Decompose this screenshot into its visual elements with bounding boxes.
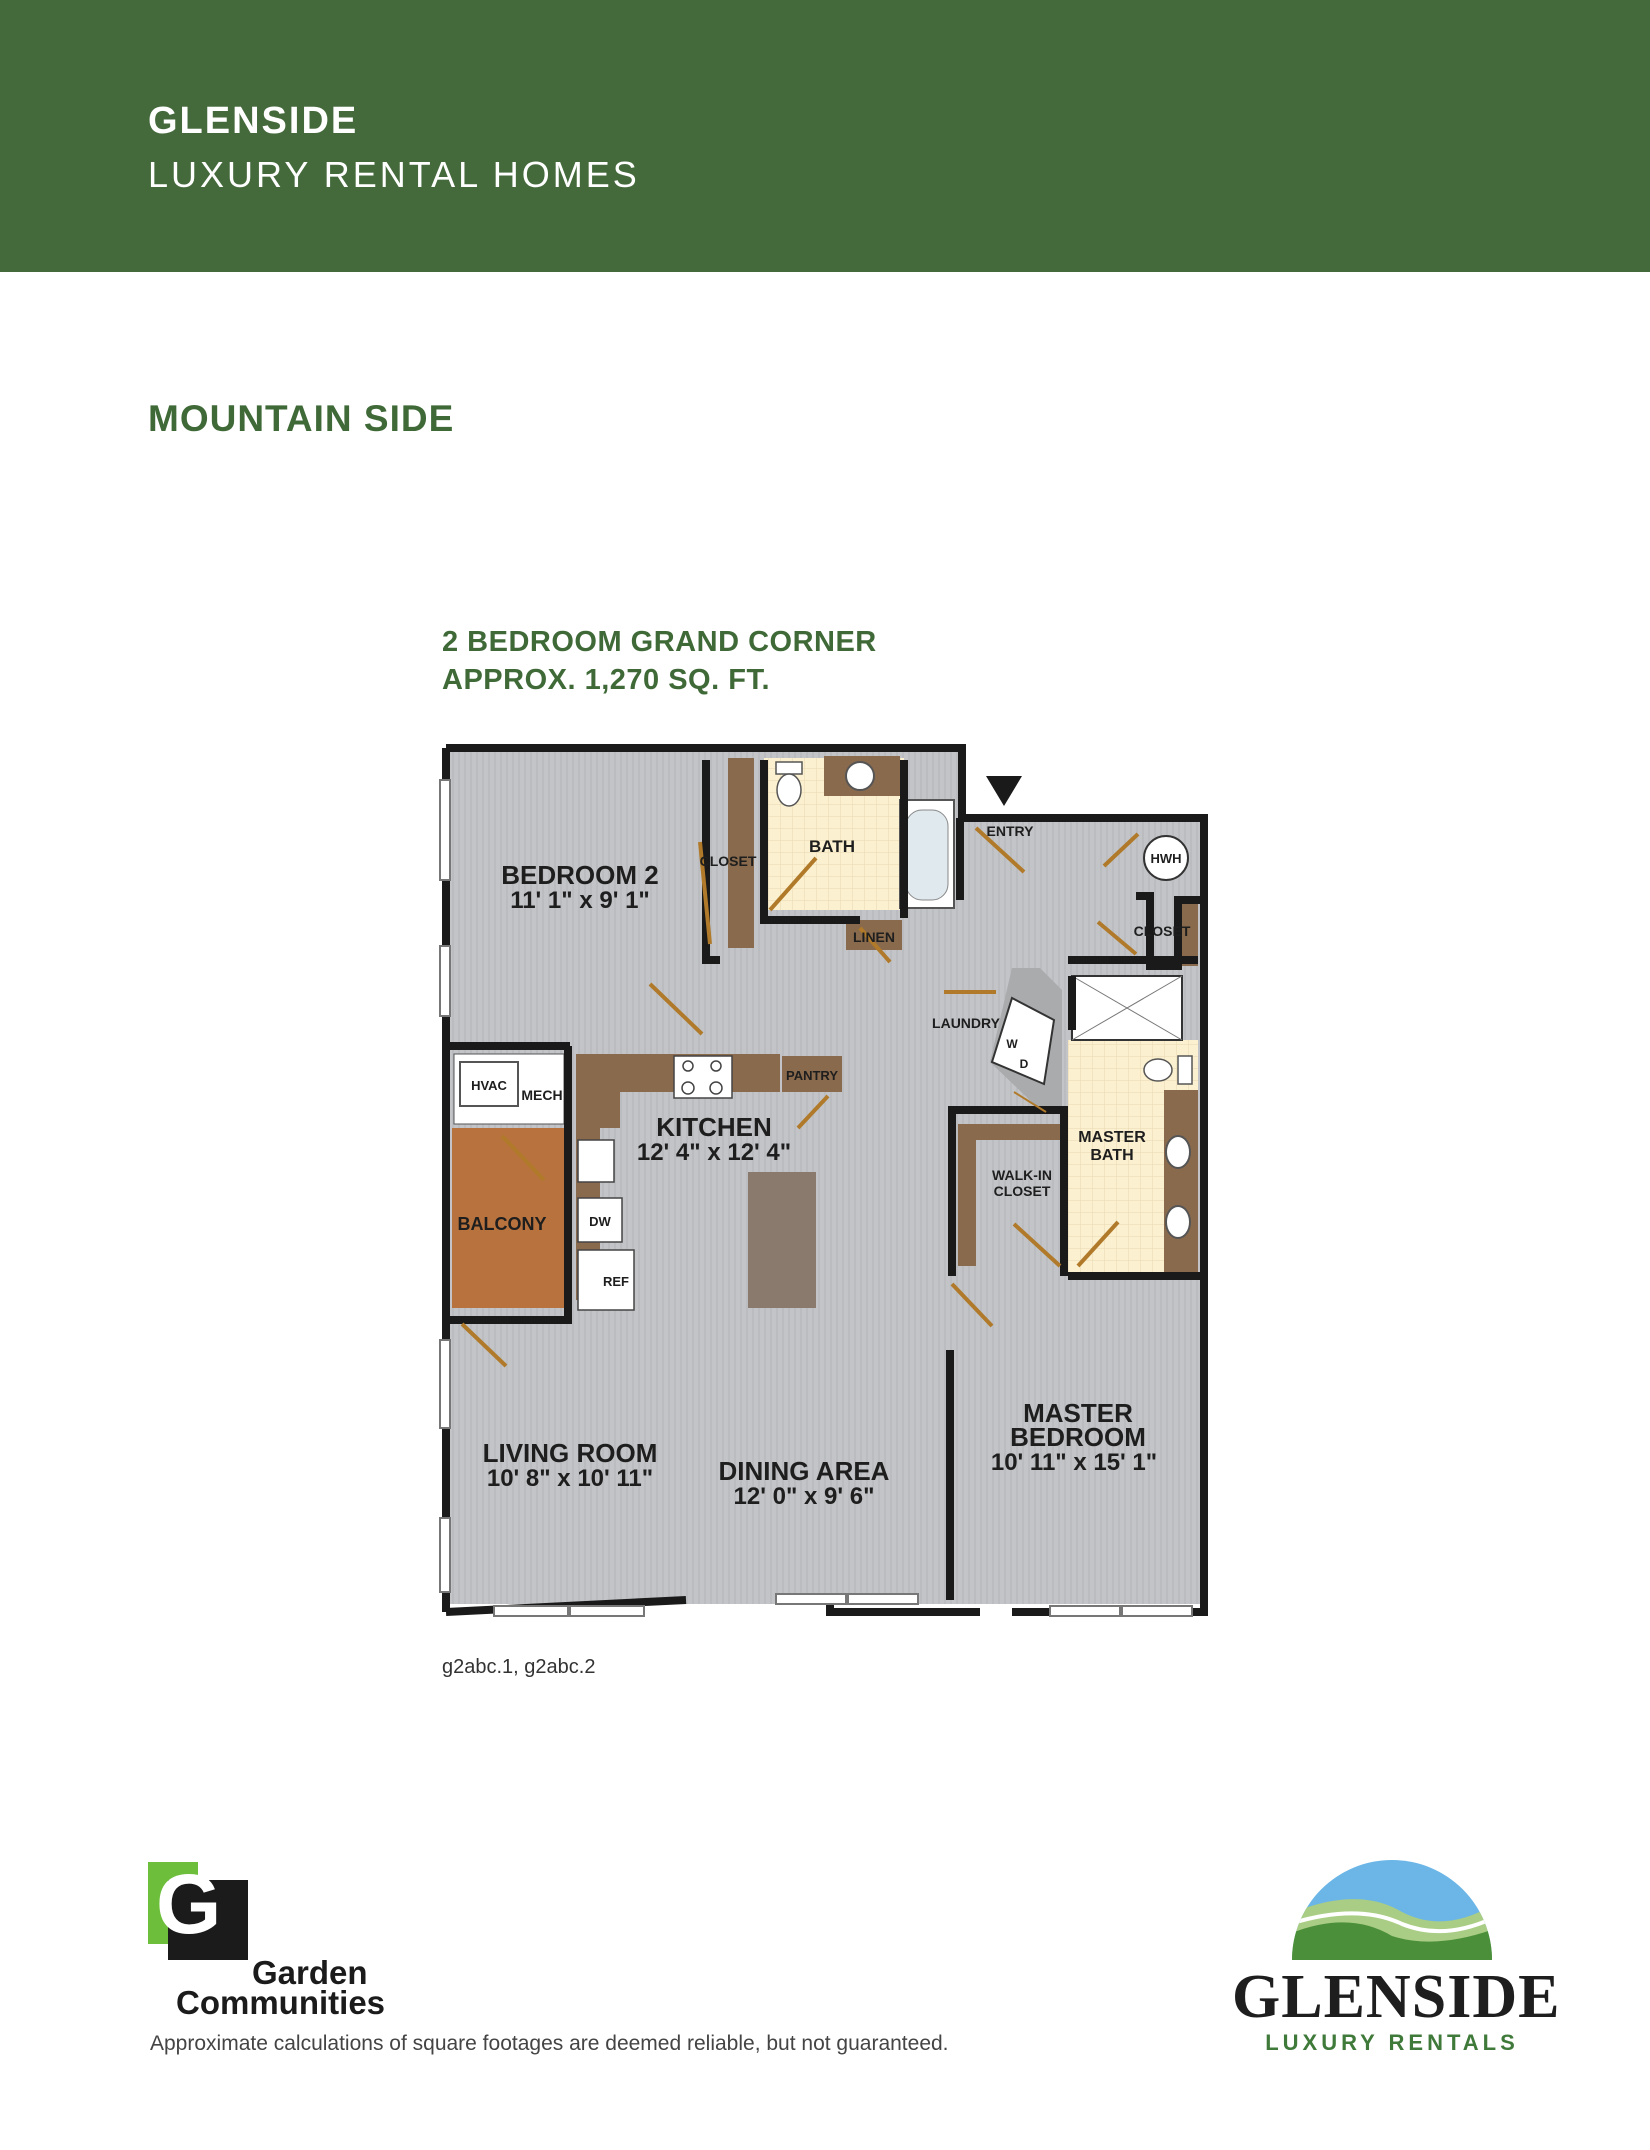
label-living-room: LIVING ROOM	[482, 1438, 658, 1468]
glenside-logo	[1232, 1852, 1561, 2055]
label-bedroom2-dims: 11' 1" x 9' 1"	[510, 887, 650, 914]
floor-plan	[436, 740, 1218, 1630]
label-kitchen: KITCHEN	[656, 1112, 772, 1142]
bath-sink	[846, 762, 874, 790]
garden-communities-logo	[148, 1857, 408, 2022]
master-sink-1	[1166, 1136, 1190, 1168]
label-closet-bed2: CLOSET	[699, 853, 757, 869]
glenside-logo-name: GLENSIDE	[1232, 1963, 1561, 2031]
glenside-hills-icon	[1232, 1852, 1552, 1964]
label-kitchen-dims: 12' 4" x 12' 4"	[636, 1139, 792, 1166]
label-hwh: HWH	[1150, 851, 1182, 866]
label-balcony: BALCONY	[457, 1214, 547, 1234]
label-closet-entry: CLOSET	[1133, 923, 1191, 939]
master-shower	[1072, 976, 1182, 1040]
entry-arrow-icon	[986, 776, 1022, 806]
label-master-bedroom-2: BEDROOM	[1010, 1422, 1146, 1452]
disclaimer: Approximate calculations of square footages are deemed reliable, but not guaranteed.	[150, 2032, 949, 2055]
logo-garden-word: Garden	[252, 1954, 368, 1991]
bath-toilet	[776, 762, 802, 806]
plan-size: APPROX. 1,270 SQ. FT.	[442, 664, 770, 696]
brand-subtitle: LUXURY RENTAL HOMES	[148, 154, 640, 195]
label-master-bedroom-dims: 10' 11" x 15' 1"	[990, 1449, 1158, 1476]
label-walkin-2: CLOSET	[993, 1183, 1051, 1199]
label-master-bath-2: BATH	[1090, 1147, 1134, 1164]
logo-communities-word: Communities	[176, 1984, 386, 2021]
label-pantry: PANTRY	[786, 1068, 838, 1083]
label-dining-dims: 12' 0" x 9' 6"	[733, 1483, 875, 1510]
master-sink-2	[1166, 1206, 1190, 1238]
label-master-bedroom-1: MASTER	[1023, 1398, 1133, 1428]
label-washer: W	[1006, 1037, 1018, 1051]
header-banner	[0, 0, 1650, 272]
label-living-room-dims: 10' 8" x 10' 11"	[486, 1465, 654, 1492]
label-master-bath-1: MASTER	[1078, 1129, 1146, 1146]
label-dining: DINING AREA	[718, 1456, 890, 1486]
kitchen-island	[748, 1172, 816, 1308]
label-dw: DW	[589, 1214, 611, 1229]
plan-codes: g2abc.1, g2abc.2	[442, 1656, 596, 1678]
label-walkin-1: WALK-IN	[992, 1167, 1052, 1183]
label-bedroom2: BEDROOM 2	[501, 860, 659, 890]
plan-name: 2 BEDROOM GRAND CORNER	[442, 626, 877, 658]
bathtub	[900, 800, 954, 908]
label-bath: BATH	[809, 837, 855, 856]
label-entry: ENTRY	[986, 823, 1034, 839]
label-laundry: LAUNDRY	[932, 1015, 1000, 1031]
brand-title: GLENSIDE	[148, 100, 359, 142]
label-ref: REF	[603, 1274, 629, 1289]
label-hvac: HVAC	[471, 1078, 507, 1093]
label-linen: LINEN	[853, 929, 895, 945]
master-vanity	[1164, 1090, 1198, 1274]
label-dryer: D	[1019, 1057, 1029, 1071]
logo-g-letter: G	[156, 1857, 222, 1951]
label-mech: MECH	[521, 1087, 563, 1103]
glenside-logo-tagline: LUXURY RENTALS	[1265, 2030, 1519, 2055]
community-name: MOUNTAIN SIDE	[148, 398, 455, 439]
